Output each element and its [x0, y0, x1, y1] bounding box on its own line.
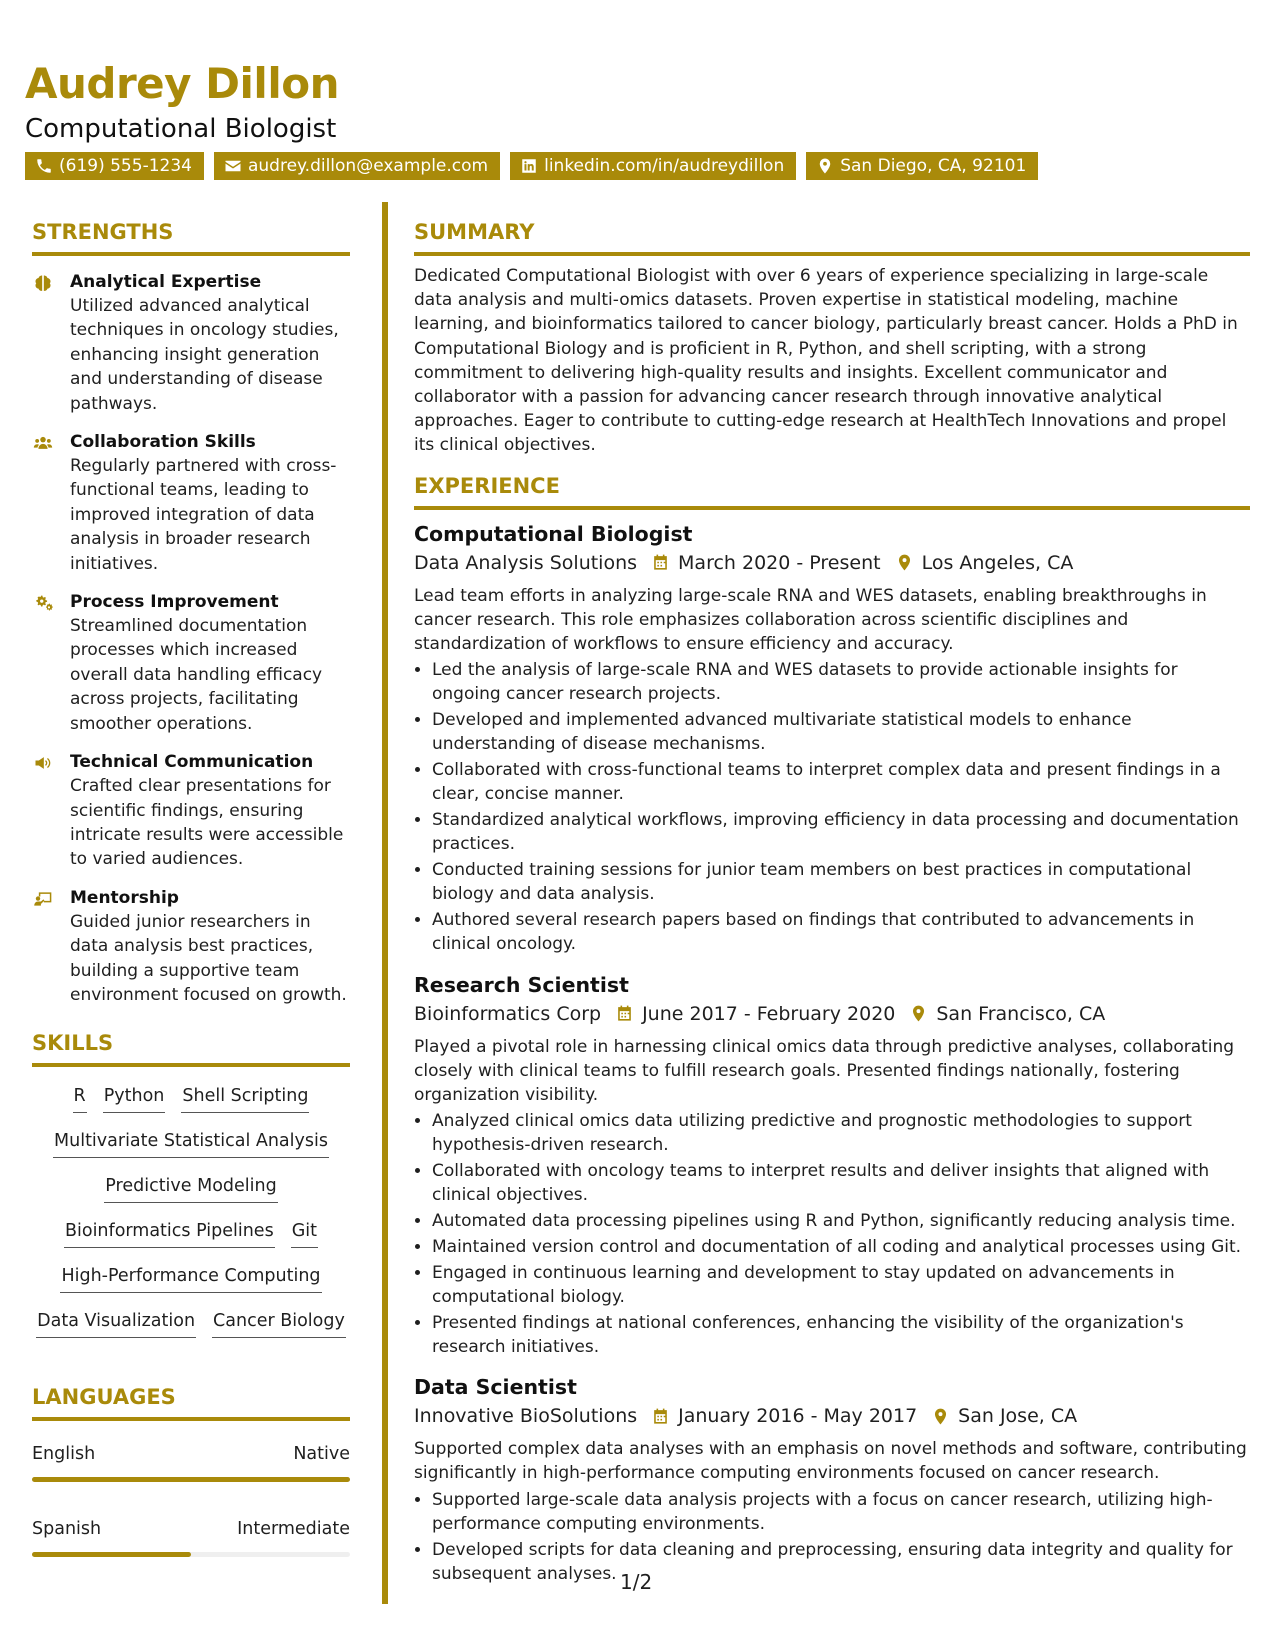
- job-location: San Francisco, CA: [936, 1002, 1106, 1025]
- linkedin-text: linkedin.com/in/audreydillon: [544, 156, 785, 176]
- language-name: English: [32, 1444, 96, 1465]
- strength-item: [32, 270, 350, 416]
- email-text: audrey.dillon@example.com: [247, 156, 489, 176]
- job-bullet: • Analyzed clinical omics data utilizing predictive and prognostic methodologies to support hypothesis-driven research.: [432, 1109, 1250, 1157]
- job-company: Innovative BioSolutions: [414, 1405, 638, 1428]
- language-level-bar: [32, 1477, 350, 1482]
- calendar-icon: [651, 1407, 670, 1426]
- strength-title: Process Improvement: [70, 592, 279, 613]
- language-level-bar: [32, 1552, 350, 1557]
- experience-list: [414, 520, 1250, 1586]
- job-meta: [414, 548, 1250, 578]
- job-bullet: • Collaborated with cross-functional teams to interpret complex data and present findings in a clear, concise manner.: [432, 758, 1250, 806]
- map-pin-icon: [816, 157, 834, 175]
- skill-tag: Python: [103, 1083, 166, 1113]
- phone-icon: [35, 157, 53, 175]
- summary-heading: SUMMARY: [414, 218, 1250, 256]
- job-company: Data Analysis Solutions: [414, 551, 638, 574]
- map-pin-icon: [931, 1407, 950, 1426]
- candidate-title: Computational Biologist: [25, 114, 337, 144]
- job-title: Computational Biologist: [414, 521, 693, 546]
- skill-tag: Bioinformatics Pipelines: [64, 1218, 275, 1248]
- location-chip[interactable]: [806, 152, 1038, 180]
- column-divider: [382, 202, 388, 1604]
- job-bullet: • Maintained version control and documentation of all coding and analytical processes using Git.: [432, 1235, 1250, 1259]
- strength-item: [32, 430, 350, 576]
- languages-heading: LANGUAGES: [32, 1383, 350, 1421]
- strength-desc: Streamlined documentation processes which increased overall data handling efficacy across projects, facilitating smoother operations.: [70, 616, 323, 734]
- brain-icon: [32, 273, 54, 293]
- strength-title: Technical Communication: [70, 752, 314, 773]
- job-bullet: • Authored several research papers based on findings that contributed to advancements in clinical oncology.: [432, 908, 1250, 956]
- map-pin-icon: [895, 553, 914, 572]
- job-bullet: • Developed and implemented advanced multivariate statistical models to enhance understanding of disease mechanisms.: [432, 708, 1250, 756]
- envelope-icon: [224, 157, 242, 175]
- job-dates: January 2016 - May 2017: [678, 1405, 918, 1428]
- phone-text: (619) 555-1234: [59, 156, 192, 176]
- candidate-name: Audrey Dillon: [25, 59, 339, 108]
- strength-title: Collaboration Skills: [70, 432, 256, 453]
- strength-title: Analytical Expertise: [70, 272, 262, 292]
- job-bullet: • Led the analysis of large-scale RNA and WES datasets to provide actionable insights for ongoing cancer research projects.: [432, 658, 1250, 706]
- job-dates: March 2020 - Present: [678, 551, 881, 574]
- job-bullets: [414, 1488, 1250, 1586]
- calendar-icon: [651, 553, 670, 572]
- job-location: San Jose, CA: [958, 1405, 1078, 1428]
- skills-list: [32, 1083, 350, 1353]
- skill-tag: Multivariate Statistical Analysis: [53, 1128, 329, 1158]
- linkedin-icon: [520, 157, 538, 175]
- summary-text: Dedicated Computational Biologist with over 6 years of experience specializing in large-scale data analysis and multi-omics datasets. Proven expertise in statistical modeling, machine learning, and bioinformatics tailored to cancer biology, particularly breast cancer. Holds a PhD in Computational Biology and is proficient in R, Python, and shell scripting, with a strong commitment to delivering high-quality results and insights. Excellent communicator and collaborator with a passion for advancing cancer research through innovative analytical approaches. Eager to contribute to cutting-edge research at HealthTech Innovations and propel its clinical objectives.: [414, 266, 1238, 456]
- email-chip[interactable]: [214, 152, 500, 180]
- language-item: [32, 1441, 350, 1482]
- job-bullet: • Automated data processing pipelines using R and Python, significantly reducing analysis time.: [432, 1209, 1250, 1233]
- job-entry: [414, 1373, 1250, 1586]
- job-bullet: • Supported large-scale data analysis projects with a focus on cancer research, utilizing high-performance computing environments.: [432, 1488, 1250, 1536]
- job-bullet: • Collaborated with oncology teams to interpret results and deliver insights that aligned with clinical objectives.: [432, 1159, 1250, 1207]
- language-item: [32, 1516, 350, 1557]
- job-title: Data Scientist: [414, 1375, 577, 1400]
- map-pin-icon: [909, 1004, 928, 1023]
- strength-desc: Guided junior researchers in data analysis best practices, building a supportive team environment focused on growth.: [70, 911, 347, 1005]
- location-text: San Diego, CA, 92101: [840, 156, 1027, 176]
- language-level: Intermediate: [237, 1519, 350, 1540]
- strength-desc: Regularly partnered with cross-functional teams, leading to improved integration of data analysis in broader research initiatives.: [70, 456, 337, 574]
- calendar-icon: [615, 1004, 634, 1023]
- job-bullet: • Presented findings at national conferences, enhancing the visibility of the organization's research initiatives.: [432, 1311, 1250, 1359]
- job-bullets: [414, 658, 1250, 956]
- skill-tag: Data Visualization: [36, 1308, 196, 1338]
- job-bullet: • Conducted training sessions for junior team members on best practices in computational biology and data analysis.: [432, 858, 1250, 906]
- phone-chip[interactable]: [25, 152, 204, 180]
- skill-tag: Predictive Modeling: [104, 1173, 277, 1203]
- skill-tag: Git: [291, 1218, 318, 1248]
- linkedin-chip[interactable]: [510, 152, 796, 180]
- job-description: Supported complex data analyses with an emphasis on novel methods and software, contributing significantly in high-performance computing environments focused on cancer research.: [414, 1439, 1247, 1484]
- page-number: 1/2: [620, 1570, 653, 1594]
- skills-heading: SKILLS: [32, 1029, 350, 1067]
- job-company: Bioinformatics Corp: [414, 1002, 602, 1025]
- job-meta: [414, 999, 1250, 1029]
- job-bullet: • Standardized analytical workflows, improving efficiency in data processing and documentation practices.: [432, 808, 1250, 856]
- job-description: Lead team efforts in analyzing large-scale RNA and WES datasets, enabling breakthroughs in cancer research. This role emphasizes collaboration across scientific disciplines and standardization of workflows to ensure efficiency and accuracy.: [414, 585, 1207, 655]
- language-name: Spanish: [32, 1519, 102, 1540]
- job-bullet: • Developed scripts for data cleaning and preprocessing, ensuring data integrity and quality for subsequent analyses.: [432, 1538, 1250, 1586]
- skill-tag: Cancer Biology: [212, 1308, 346, 1338]
- strength-item: [32, 886, 350, 1008]
- job-entry: [414, 971, 1250, 1360]
- teacher-icon: [32, 889, 54, 909]
- job-bullet: • Engaged in continuous learning and development to stay updated on advancements in computational biology.: [432, 1261, 1250, 1309]
- language-level: Native: [293, 1444, 350, 1465]
- right-column: [414, 218, 1250, 1588]
- job-description: Played a pivotal role in harnessing clinical omics data through predictive analyses, collaborating closely with clinical teams to fulfill research goals. Presented findings nationally, fostering organization visibility.: [414, 1036, 1235, 1106]
- skill-tag: R: [73, 1083, 87, 1113]
- strength-desc: Utilized advanced analytical techniques in oncology studies, enhancing insight generation and understanding of disease pathways.: [70, 296, 339, 414]
- strength-title: Mentorship: [70, 887, 179, 908]
- job-title: Research Scientist: [414, 972, 629, 997]
- job-entry: [414, 520, 1250, 957]
- users-icon: [32, 433, 54, 453]
- resume-header: [25, 58, 339, 146]
- skill-tag: Shell Scripting: [181, 1083, 309, 1113]
- megaphone-icon: [32, 753, 54, 773]
- gears-icon: [32, 593, 54, 613]
- job-bullets: [414, 1109, 1250, 1359]
- strengths-heading: STRENGTHS: [32, 218, 350, 256]
- job-dates: June 2017 - February 2020: [642, 1002, 896, 1025]
- contact-bar: [25, 152, 1038, 180]
- job-meta: [414, 1401, 1250, 1431]
- experience-heading: EXPERIENCE: [414, 472, 1250, 510]
- strength-item: [32, 590, 350, 736]
- left-column: [32, 218, 350, 1557]
- skill-tag: High-Performance Computing: [60, 1263, 321, 1293]
- strength-item: [32, 750, 350, 872]
- job-location: Los Angeles, CA: [921, 551, 1074, 574]
- strength-desc: Crafted clear presentations for scientific findings, ensuring intricate results were accessible to varied audiences.: [70, 776, 344, 870]
